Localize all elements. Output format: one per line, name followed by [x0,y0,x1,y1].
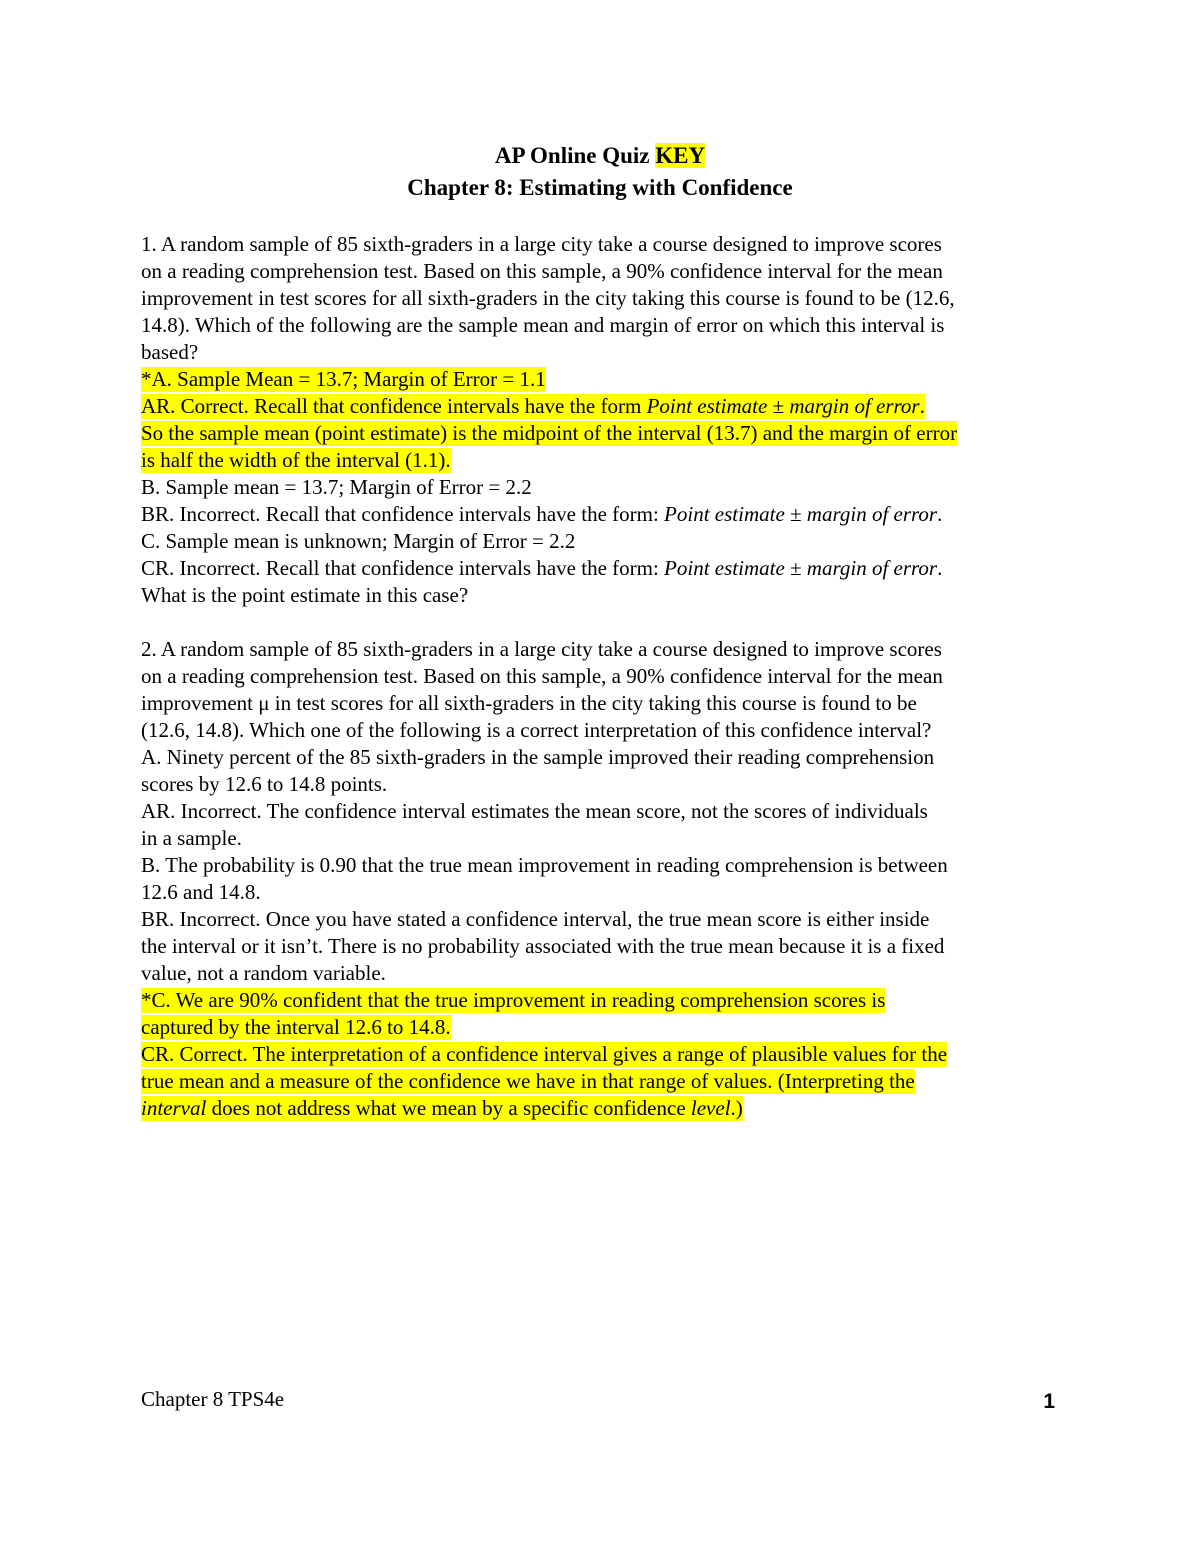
q1-rationale-c-line2: What is the point estimate in this case? [141,583,469,607]
q1-rationale-a-text: AR. Correct. Recall that confidence intervals have the form [141,394,647,418]
q2-rationale-c-italic-level: level [690,1096,731,1120]
page-title [0,143,1200,169]
q1-option-a [141,366,1071,393]
q2-rationale-c-text: CR. Correct. The interpretation of a confidence interval gives a range of plausible values for the [141,1042,948,1066]
q2-option-c-text: *C. We are 90% confident that the true improvement in reading comprehension scores is [141,988,886,1012]
q2-rationale-c-line3 [141,1095,1071,1122]
q1-option-c: C. Sample mean is unknown; Margin of Error = 2.2 [141,529,576,553]
q1-stem-line: based? [141,340,199,364]
footer-label: Chapter 8 TPS4e [141,1387,285,1411]
q2-rationale-a: AR. Incorrect. The confidence interval estimates the mean score, not the scores of individuals [141,799,928,823]
q2-option-a: A. Ninety percent of the 85 sixth-graders in the sample improved their reading comprehension [141,745,935,769]
q2-rationale-c-line3-end: .) [730,1096,743,1120]
title-key-highlight: KEY [655,143,706,168]
q1-option-b: B. Sample mean = 13.7; Margin of Error = 2.2 [141,475,532,499]
q1-stem-line: 14.8). Which of the following are the sample mean and margin of error on which this interval is [141,313,945,337]
q1-stem-line: on a reading comprehension test. Based on this sample, a 90% confidence interval for the mean [141,259,943,283]
quiz-body [141,231,1071,1122]
q2-rationale-c-italic-interval: interval [141,1096,207,1120]
q1-rationale-a-line2-text: So the sample mean (point estimate) is the midpoint of the interval (13.7) and the margin of error [141,421,958,445]
q2-rationale-c-line2 [141,1068,1071,1095]
q2-stem-line: 2. A random sample of 85 sixth-graders in a large city take a course designed to improve scores [141,637,942,661]
q1-rationale-c [141,555,1071,582]
q2-rationale-b-line3: value, not a random variable. [141,961,386,985]
q1-option-a-text: *A. Sample Mean = 13.7; Margin of Error = 1.1 [141,367,546,391]
q1-rationale-c-form: Point estimate ± margin of error [664,556,938,580]
q2-option-b: B. The probability is 0.90 that the true mean improvement in reading comprehension is between [141,853,948,877]
q2-option-c [141,987,1071,1014]
q2-option-b-line2: 12.6 and 14.8. [141,880,261,904]
q1-rationale-a-highlight [141,394,925,419]
q2-rationale-c [141,1041,1071,1068]
spacer [141,609,1071,636]
q2-rationale-a-line2: in a sample. [141,826,242,850]
q1-rationale-a-line3 [141,447,1071,474]
q1-stem-line: improvement in test scores for all sixth-graders in the city taking this course is found to be (12.6, [141,286,955,310]
q2-rationale-c-line3-mid: does not address what we mean by a specific confidence [206,1096,691,1120]
q1-rationale-a-form: Point estimate ± margin of error [646,394,920,418]
q1-rationale-b-end: . [937,502,943,526]
q1-rationale-b-form: Point estimate ± margin of error [664,502,938,526]
q1-rationale-a-end: . [919,394,925,418]
page-subtitle: Chapter 8: Estimating with Confidence [407,175,793,200]
q1-rationale-b [141,501,1071,528]
title-text: AP Online Quiz [494,143,656,168]
q2-option-c-line2 [141,1014,1071,1041]
q1-rationale-c-text: CR. Incorrect. Recall that confidence intervals have the form: [141,556,665,580]
q1-rationale-b-text: BR. Incorrect. Recall that confidence intervals have the form: [141,502,665,526]
q1-rationale-a-line2 [141,420,1071,447]
q2-rationale-c-line2-text: true mean and a measure of the confidence we have in that range of values. (Interpreting the [141,1069,915,1093]
q2-rationale-b-line2: the interval or it isn’t. There is no probability associated with the true mean because it is a fixed [141,934,945,958]
q2-stem-line: on a reading comprehension test. Based on this sample, a 90% confidence interval for the mean [141,664,943,688]
q2-stem-line: improvement μ in test scores for all sixth-graders in the city taking this course is found to be [141,691,917,715]
q2-stem-line: (12.6, 14.8). Which one of the following is a correct interpretation of this confidence interval? [141,718,932,742]
q1-stem-line: 1. A random sample of 85 sixth-graders in a large city take a course designed to improve scores [141,232,942,256]
q1-rationale-a-line3-text: is half the width of the interval (1.1). [141,448,451,472]
page-number: 1 [1043,1390,1055,1413]
q1-rationale-a [141,393,1071,420]
q2-rationale-b: BR. Incorrect. Once you have stated a confidence interval, the true mean score is either inside [141,907,930,931]
q2-rationale-c-line3-highlight [141,1096,743,1121]
q1-rationale-c-end: . [937,556,943,580]
q2-option-c-line2-text: captured by the interval 12.6 to 14.8. [141,1015,451,1039]
q2-option-a-line2: scores by 12.6 to 14.8 points. [141,772,388,796]
